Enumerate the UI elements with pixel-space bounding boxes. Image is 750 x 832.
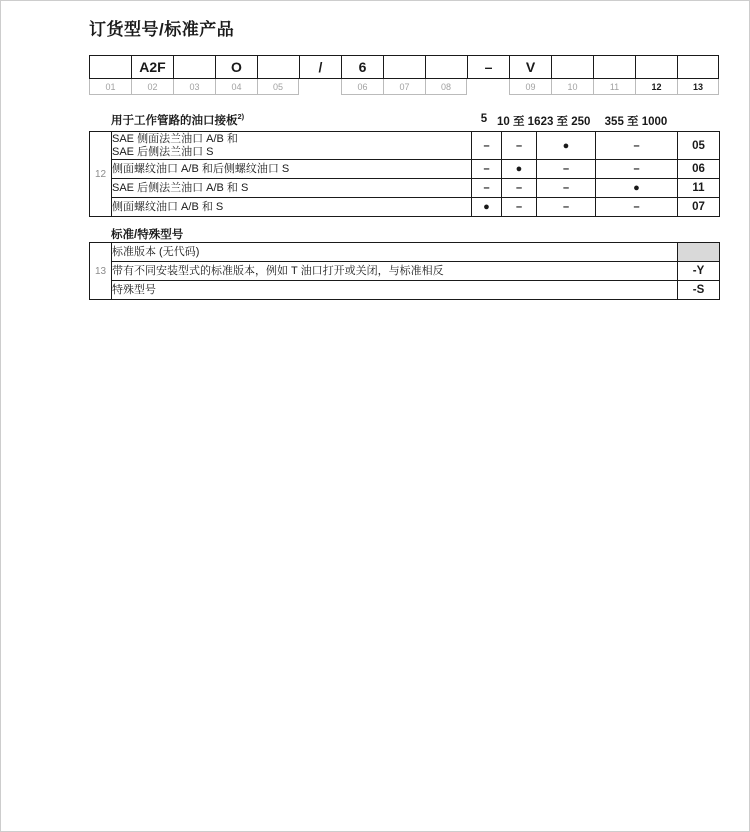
code-position-08: 08 — [425, 79, 467, 95]
option-description — [112, 132, 472, 160]
option-code: -S — [678, 281, 720, 300]
code-position-04: 04 — [215, 79, 257, 95]
code-cell-12 — [635, 55, 677, 79]
code-cell-07 — [383, 55, 425, 79]
availability-mark: – — [596, 132, 678, 160]
port-plate-table — [89, 131, 720, 217]
option-code-shaded — [678, 243, 720, 262]
availability-mark: – — [537, 198, 596, 217]
code-position-05: 05 — [257, 79, 299, 95]
option-description: 带有不同安装型式的标准版本，例如 T 油口打开或关闭，与标准相反 — [112, 262, 678, 281]
size-column-header: 5 — [480, 113, 488, 125]
availability-mark: – — [596, 198, 678, 217]
code-position-09: 09 — [509, 79, 551, 95]
code-cell-04: O — [215, 55, 257, 79]
code-position-13: 13 — [677, 79, 719, 95]
table-row — [90, 262, 720, 281]
option-description: 特殊型号 — [112, 281, 678, 300]
size-column-header: 10 至 16 — [497, 116, 541, 128]
table-row — [90, 243, 720, 262]
availability-mark: ● — [537, 132, 596, 160]
table-row — [90, 179, 720, 198]
code-field-number: 13 — [90, 243, 112, 300]
code-position-12: 12 — [635, 79, 677, 95]
code-position-11: 11 — [593, 79, 635, 95]
code-cell-09: V — [509, 55, 551, 79]
version-table — [89, 242, 720, 300]
page-title: 订货型号/标准产品 — [89, 20, 235, 39]
option-code: 11 — [678, 179, 720, 198]
footnote-ref: 2) — [237, 112, 245, 122]
table-row — [90, 281, 720, 300]
description-line: SAE 后侧法兰油口 S — [112, 145, 214, 158]
code-cell-13 — [677, 55, 719, 79]
availability-mark: ● — [596, 179, 678, 198]
code-position-gap — [467, 79, 509, 95]
option-code: 05 — [678, 132, 720, 160]
code-position-03: 03 — [173, 79, 215, 95]
ordering-code-grid — [89, 55, 719, 95]
size-column-header: 23 至 250 — [540, 116, 591, 128]
code-position-06: 06 — [341, 79, 383, 95]
code-position-row — [89, 79, 719, 95]
code-cell-05 — [257, 55, 299, 79]
code-value-row — [89, 55, 719, 79]
availability-mark: – — [472, 160, 502, 179]
option-description: 标准版本 (无代码) — [112, 243, 678, 262]
port-plate-section-label: 用于工作管路的油口接板$^{2)}$ — [111, 112, 245, 127]
table-row — [90, 198, 720, 217]
option-code: 07 — [678, 198, 720, 217]
availability-mark: – — [472, 132, 502, 160]
availability-mark: – — [537, 179, 596, 198]
availability-mark: – — [502, 198, 537, 217]
code-position-01: 01 — [89, 79, 131, 95]
availability-mark: – — [502, 132, 537, 160]
availability-mark: ● — [472, 198, 502, 217]
availability-mark: – — [596, 160, 678, 179]
option-code: -Y — [678, 262, 720, 281]
code-position-gap — [299, 79, 341, 95]
code-position-10: 10 — [551, 79, 593, 95]
table-row — [90, 160, 720, 179]
code-cell-01 — [89, 55, 131, 79]
version-section-header — [89, 226, 719, 242]
version-section-label: 标准/特殊型号 — [111, 229, 184, 241]
code-field-number: 12 — [90, 132, 112, 217]
code-cell-dash-separator: – — [467, 55, 509, 79]
availability-mark: ● — [502, 160, 537, 179]
code-cell-11 — [593, 55, 635, 79]
option-description: 侧面螺纹油口 A/B 和后侧螺纹油口 S — [112, 160, 472, 179]
code-position-02: 02 — [131, 79, 173, 95]
code-cell-02: A2F — [131, 55, 173, 79]
code-cell-06: 6 — [341, 55, 383, 79]
availability-mark: – — [537, 160, 596, 179]
code-cell-slash-separator: / — [299, 55, 341, 79]
option-description: 侧面螺纹油口 A/B 和 S — [112, 198, 472, 217]
code-position-07: 07 — [383, 79, 425, 95]
availability-mark: – — [502, 179, 537, 198]
code-cell-03 — [173, 55, 215, 79]
availability-mark: – — [472, 179, 502, 198]
table-row — [90, 132, 720, 160]
option-code: 06 — [678, 160, 720, 179]
description-line: SAE 侧面法兰油口 A/B 和 — [112, 132, 238, 145]
code-cell-10 — [551, 55, 593, 79]
code-cell-08 — [425, 55, 467, 79]
option-description: SAE 后侧法兰油口 A/B 和 S — [112, 179, 472, 198]
size-column-header: 355 至 1000 — [604, 116, 668, 128]
port-plate-section-header — [89, 112, 719, 128]
